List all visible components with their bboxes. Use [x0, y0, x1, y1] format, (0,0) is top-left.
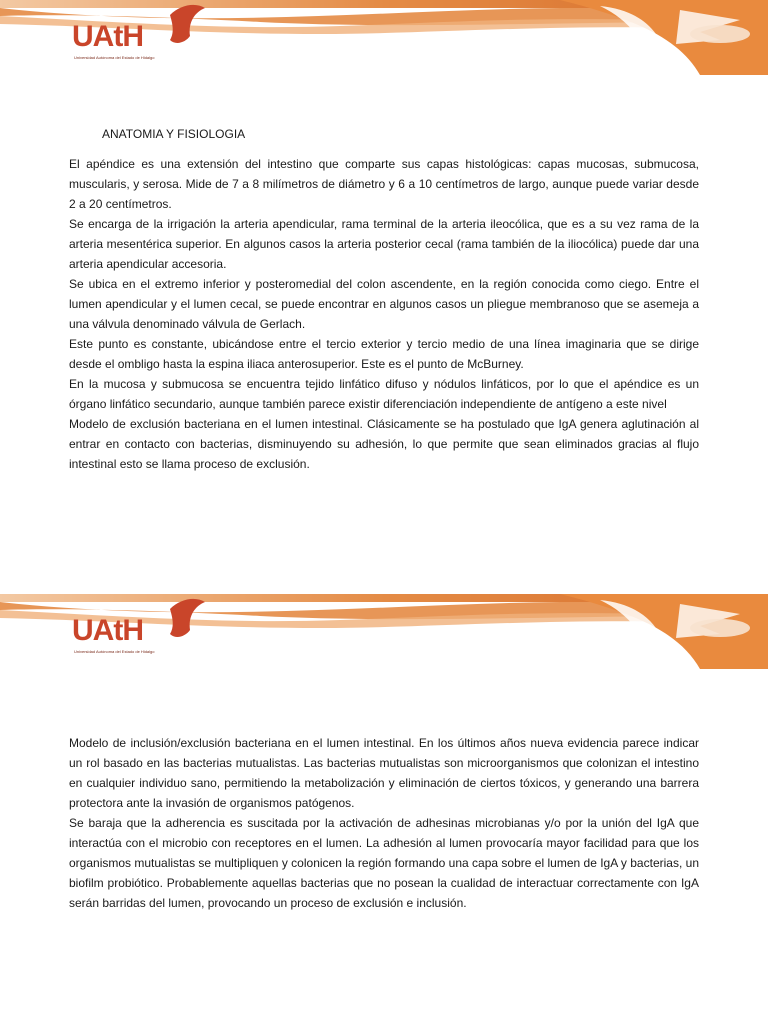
paragraph: Modelo de exclusión bacteriana en el lumen intestinal. Clásicamente se ha postulado que IgA genera aglutinación al entrar en contacto con bacterias, disminuyendo su adhesión, lo que permite que sean eliminados gracias al flujo intestinal esto se llama proceso de exclusión. — [69, 417, 699, 471]
header-banner — [0, 594, 768, 669]
page-title: ANATOMIA Y FISIOLOGIA — [102, 127, 246, 141]
page2-body — [69, 733, 699, 913]
paragraph: Se encarga de la irrigación la arteria apendicular, rama terminal de la arteria ileocólica, que es a su vez rama de la arteria mesentérica superior. En algunos casos la arteria posterior cecal (rama también de la iliocólica) puede dar una arteria apendicular accesoria. — [69, 217, 699, 271]
paragraph: Este punto es constante, ubicándose entre el tercio exterior y tercio medio de una línea imaginaria que se dirige desde el ombligo hasta la espina iliaca anterosuperior. Este es el punto de McBurney. — [69, 337, 699, 371]
paragraph: El apéndice es una extensión del intestino que comparte sus capas histológicas: capas mucosas, submucosa, muscularis, y serosa. Mide de 7 a 8 milímetros de diámetro y 6 a 10 centímetros de largo, aunque puede variar desde 2 a 20 centímetros. — [69, 157, 699, 211]
header-banner — [0, 0, 768, 75]
paragraph: Se ubica en el extremo inferior y posteromedial del colon ascendente, en la región conocida como ciego. Entre el lumen apendicular y el lumen cecal, se puede encontrar en algunos casos un pliegue membranoso que se asemeja a una válvula denominado válvula de Gerlach. — [69, 277, 699, 331]
logo: UAtH — [72, 20, 143, 53]
page1-body — [69, 154, 699, 474]
logo: UAtH — [72, 614, 143, 647]
paragraph: En la mucosa y submucosa se encuentra tejido linfático difuso y nódulos linfáticos, por lo que el apéndice es un órgano linfático secundario, aunque también parece existir diferenciación independiente de antígeno a este nivel — [69, 377, 699, 411]
logo-subtitle: Universidad Autónoma del Estado de Hidalgo — [74, 55, 155, 60]
paragraph: Se baraja que la adherencia es suscitada por la activación de adhesinas microbianas y/o por la unión del IgA que interactúa con el microbio con receptores en el lumen. La adhesión al lumen provocaría mayor facilidad para que los organismos mutualistas se multipliquen y colonicen la región formando una capa sobre el lumen de IgA y bacterias, un biofilm probiótico. Probablemente aquellas bacterias que no posean la cualidad de interactuar correctamente con IgA serán barridas del lumen, provocando un proceso de exclusión e inclusión. — [69, 816, 699, 910]
logo-subtitle: Universidad Autónoma del Estado de Hidalgo — [74, 649, 155, 654]
paragraph: Modelo de inclusión/exclusión bacteriana en el lumen intestinal. En los últimos años nueva evidencia parece indicar un rol basado en las bacterias mutualistas. Las bacterias mutualistas son microorganismos que colonizan el intestino en cualquier individuo sano, permitiendo la metabolización y eliminación de ciertos tóxicos, y generando una barrera protectora ante la invasión de organismos patógenos. — [69, 736, 699, 810]
